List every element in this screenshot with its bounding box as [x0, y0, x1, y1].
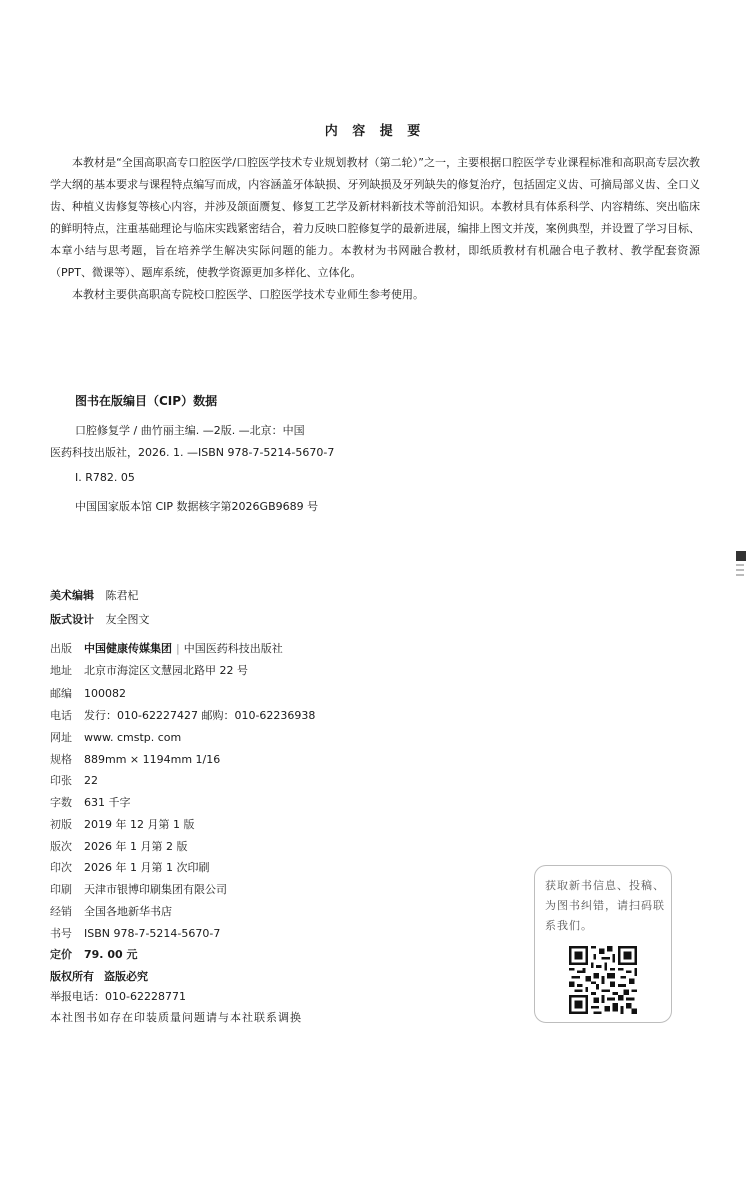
pub-value: 2019 年 12 月第 1 版 [84, 818, 195, 831]
pub-value: 2026 年 1 月第 1 次印刷 [84, 861, 210, 874]
pub-label: 初版 [50, 818, 72, 831]
cip-heading: 图书在版编目（CIP）数据 [75, 394, 218, 408]
publisher-label: 出版 [50, 642, 72, 655]
summary-title: 内 容 提 要 [324, 124, 426, 139]
price-value: 79. 00 元 [84, 948, 138, 961]
cip-line-1: 口腔修复学 / 曲竹丽主编. —2版. —北京：中国 [75, 424, 305, 437]
pub-value: 2026 年 1 月第 2 版 [84, 840, 188, 853]
publisher-group: 中国健康传媒集团 [84, 642, 172, 655]
report-phone: 举报电话：010-62228771 [50, 990, 186, 1003]
pub-label: 邮编 [50, 687, 72, 700]
publisher-divider: | [176, 642, 180, 655]
pub-value: 631 千字 [84, 796, 131, 809]
pub-row [50, 685, 126, 701]
pub-value: 北京市海淀区文慧园北路甲 22 号 [84, 664, 248, 677]
price-row [50, 946, 137, 962]
pub-row [50, 838, 187, 854]
pub-label: 印刷 [50, 883, 72, 896]
pub-label: 电话 [50, 709, 72, 722]
summary-body [50, 152, 700, 306]
pub-label: 印次 [50, 861, 72, 874]
editor-value: 友全图文 [105, 613, 150, 626]
pub-label: 版次 [50, 840, 72, 853]
rights-row [50, 968, 148, 984]
cip-record: 中国国家版本馆 CIP 数据核字第2026GB9689 号 [75, 500, 319, 513]
summary-paragraph-2: 本教材主要供高职高专院校口腔医学、口腔医学技术专业师生参考使用。 [72, 288, 424, 301]
price-label: 定价 [50, 948, 72, 961]
pub-value: www. cmstp. com [84, 731, 182, 744]
summary-paragraph-1: 本教材是“全国高职高专口腔医学/口腔医学技术专业规划教材（第二轮）”之一，主要根据口腔医学专业课程标准和高职高专层次教学大纲的基本要求与课程特点编写而成，内容涵盖牙体缺损、牙列缺损及牙列缺失的修复治疗，包括固定义齿、可摘局部义齿、全口义齿、种植义齿修复等核心内容，并涉及颌面赝复、修复工艺学及新材料新技术等前沿知识。本教材具有体系科学、内容精练、突出临床的鲜明特点，注重基础理论与临床实践紧密结合，着力反映口腔修复学的最新进展，编排上图文并茂，案例典型，并设置了学习目标、本章小结与思考题，旨在培养学生解决实际问题的能力。本教材为书网融合教材，即纸质教材有机融合电子教材、教学配套资源（PPT、微课等）、题库系统，使教学资源更加多样化、立体化。 [50, 156, 700, 279]
pub-row [50, 816, 194, 832]
publisher-row [50, 640, 283, 656]
pub-row [50, 881, 227, 897]
pub-value: ISBN 978-7-5214-5670-7 [84, 927, 221, 940]
pub-row [50, 729, 181, 745]
pub-row [50, 859, 209, 875]
editor-label: 版式设计 [50, 613, 94, 626]
pub-row [50, 925, 220, 941]
qr-code-icon [569, 946, 637, 1014]
pub-label: 字数 [50, 796, 72, 809]
pub-label: 网址 [50, 731, 72, 744]
editor-label: 美术编辑 [50, 589, 94, 602]
cip-line-2: 医药科技出版社，2026. 1. —ISBN 978-7-5214-5670-7 [50, 446, 335, 459]
pub-value: 天津市银博印刷集团有限公司 [84, 883, 227, 896]
editor-value: 陈君杞 [105, 589, 139, 602]
pub-label: 书号 [50, 927, 72, 940]
pub-row [50, 662, 248, 678]
pub-value: 889mm × 1194mm 1/16 [84, 753, 221, 766]
pub-label: 经销 [50, 905, 72, 918]
pub-value: 100082 [84, 687, 126, 700]
editor-row [50, 611, 150, 627]
pub-label: 地址 [50, 664, 72, 677]
qr-panel [534, 865, 672, 1023]
pub-row [50, 772, 98, 788]
editor-row [50, 587, 139, 603]
qr-panel-text: 获取新书信息、投稿、为图书纠错，请扫码联系我们。 [545, 879, 665, 932]
pub-row [50, 903, 172, 919]
pub-label: 规格 [50, 753, 72, 766]
pub-value: 发行：010-62227427 邮购：010-62236938 [84, 709, 316, 722]
margin-mark-icon [736, 551, 748, 576]
cip-classification: Ⅰ. R782. 05 [75, 471, 135, 484]
publisher-name: 中国医药科技出版社 [183, 642, 283, 655]
pub-row [50, 751, 220, 767]
pub-label: 印张 [50, 774, 72, 787]
rights-label: 版权所有 [50, 970, 94, 983]
quality-note: 本社图书如存在印装质量问题请与本社联系调换 [50, 1011, 302, 1024]
pub-row [50, 794, 131, 810]
pub-row [50, 707, 315, 723]
pub-value: 全国各地新华书店 [84, 905, 172, 918]
pub-value: 22 [84, 774, 98, 787]
rights-value: 盗版必究 [104, 970, 148, 983]
